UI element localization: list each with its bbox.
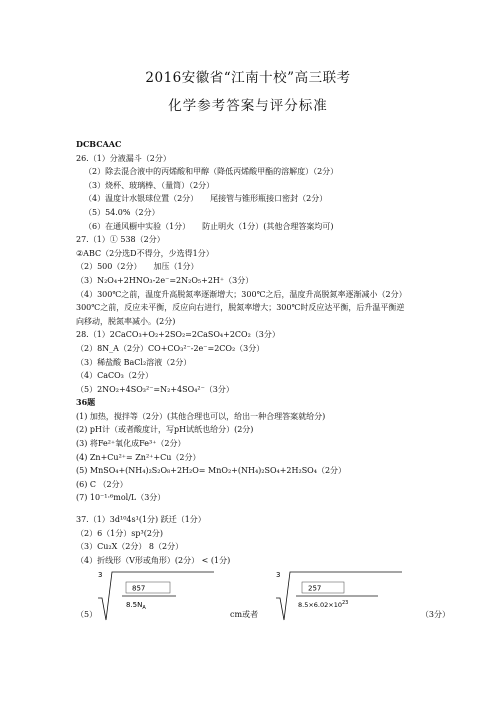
answer-line: (1) 加热，搅拌等（2分）(其他合理也可以，给出一种合理答案就给分) [76, 411, 326, 421]
answer-line: （4）折线形（V形或角形）(2分） < (1分) [76, 555, 231, 565]
answer-line: （2）除去混合液中的丙烯酸和甲醇（降低丙烯酸甲酯的溶解度）（2分） [84, 167, 339, 177]
answer-line: 36题 [76, 397, 96, 408]
answer-line: （5）2NO₂+4SO₃²⁻=N₂+4SO₄²⁻（3分） [76, 384, 234, 394]
answer-line: （5）54.0%（2分） [84, 207, 160, 217]
answer-line: DCBCAAC [76, 139, 122, 149]
answer-line: （3）稀盐酸 BaCl₂溶液（2分） [76, 357, 192, 367]
spacer [76, 505, 436, 513]
answer-line: (2) pH计（或者酸度计，写pH试纸也给分）(2分) [76, 425, 254, 435]
answer-line: 300℃之前，反应未平衡，反应向右进行，脱氮率增大；300℃时反应达平衡，后升温平衡逆 [76, 303, 405, 313]
answer-line: （4）300℃之前，温度升高脱氮率逐渐增大；300℃之后，温度升高脱氮率逐渐减小（2分） [76, 289, 407, 299]
answer-body [76, 138, 436, 567]
numerator: 257 [308, 584, 322, 593]
denominator: $8.5\times 6.02\times 10^{23}$ [298, 600, 349, 609]
denominator: $8.5N_A$ [126, 601, 146, 611]
formula-row [76, 568, 456, 624]
root-index: 3 [276, 571, 281, 579]
answer-line: （3）烧杯、玻璃棒、（量筒）（2分） [84, 180, 215, 190]
answer-line: （2）500（2分） 加压（1分） [76, 262, 199, 272]
answer-line: （2）8N_A（2分）CO+CO₃²⁻-2e⁻=2CO₂（3分） [76, 343, 265, 353]
answer-line: （2）6（1分）sp³(2分) [76, 528, 164, 538]
answer-line: 28.（1）2CaCO₃+O₂+2SO₂=2CaSO₄+2CO₂（3分） [76, 330, 280, 340]
numerator: 857 [132, 584, 146, 593]
answer-line: 向移动，脱氮率减小。(2分) [76, 316, 176, 326]
answer-line: (6) C （2分） [76, 479, 128, 489]
answer-line: 26.（1）分液漏斗（2分） [76, 153, 171, 163]
page-title: 2016安徽省“江南十校”高三联考 [145, 70, 351, 86]
answer-line: （4）CaCO₃（2分） [76, 371, 153, 381]
answer-line: 27.（1）① 538（2分） [76, 235, 165, 245]
page-subtitle: 化学参考答案与评分标准 [168, 98, 328, 114]
formula-label: （5） [76, 610, 98, 619]
answer-line: (5) MnSO₄+(NH₄)₂S₂O₈+2H₂O= MnO₂+(NH₄)₂SO₄+2H₂SO₄（2分） [76, 466, 347, 476]
answer-line: (3) 将Fe²⁺氧化成Fe³⁺（2分） [76, 439, 186, 449]
answer-line: (7) 10⁻¹·⁶mol/L（3分） [76, 493, 166, 503]
formula-score: （3分） [420, 610, 450, 619]
cube-root-expression-1 [96, 568, 216, 624]
cube-root-expression-2 [274, 568, 404, 624]
answer-line: (4) Zn+Cu²⁺= Zn²⁺+Cu（2分） [76, 452, 201, 462]
answer-line: ②ABC（2分选D不得分，少选得1分） [76, 248, 214, 258]
formula-connector: cm或者 [230, 610, 259, 619]
answer-line: （4）温度计水银球位置（2分） 尾接管与锥形瓶接口密封（2分） [84, 194, 328, 204]
answer-line: （3）N₂O₄+2HNO₃-2e⁻=2N₂O₅+2H⁺（3分） [76, 275, 254, 285]
answer-line: （6）在通风橱中实验（1分） 防止明火（1分）(其他合理答案均可) [84, 221, 334, 231]
root-index: 3 [98, 571, 103, 579]
answer-line: 37.（1）3d¹⁰4s¹(1分) 跃迁（1分） [76, 515, 206, 525]
answer-line: （3）Cu₂X（2分） 8（2分） [76, 542, 184, 552]
